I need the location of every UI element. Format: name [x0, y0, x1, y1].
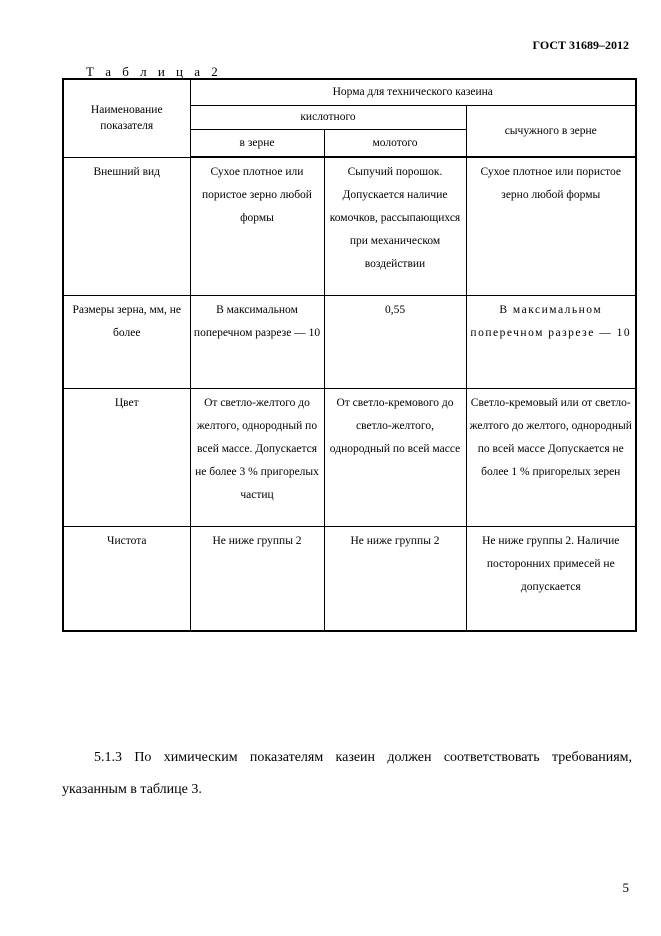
header-grain: в зерне [190, 129, 324, 157]
table-caption: Т а б л и ц а 2 [86, 64, 222, 79]
cell-grain: Сухое плотное или пористое зерно любой формы [190, 157, 324, 295]
header-acid: кислотного [190, 105, 466, 129]
cell-ground: Сыпучий порошок. Допускается наличие комочков, рассыпающихся при механическом воздействии [324, 157, 466, 295]
cell-grain: От светло-желтого до желтого, однородный по всей массе. Допускается не более 3 % пригорелых частиц [190, 388, 324, 526]
body-paragraph: 5.1.3 По химическим показателям казеин должен соответствовать требованиям, указанным в таблице 3. [62, 750, 632, 797]
cell-grain: Не ниже группы 2 [190, 526, 324, 631]
row-name: Размеры зерна, мм, не более [63, 295, 190, 388]
cell-rennet: Не ниже группы 2. Наличие посторонних примесей не допускается [466, 526, 636, 631]
cell-rennet: Сухое плотное или пористое зерно любой формы [466, 157, 636, 295]
document-code: ГОСТ 31689–2012 [532, 38, 629, 52]
cell-ground: От светло-кремового до светло-желтого, однородный по всей массе [324, 388, 466, 526]
specification-table [62, 78, 637, 632]
table-row [63, 157, 636, 295]
cell-ground: Не ниже группы 2 [324, 526, 466, 631]
cell-grain: В максимальном поперечном разрезе — 10 [190, 295, 324, 388]
header-ground: молотого [324, 129, 466, 157]
header-norm: Норма для технического казеина [190, 79, 636, 105]
row-name: Цвет [63, 388, 190, 526]
cell-ground: 0,55 [324, 295, 466, 388]
page-number: 5 [622, 880, 629, 895]
header-indicator: Наименование показателя [63, 79, 190, 157]
table-row [63, 295, 636, 388]
table-row [63, 388, 636, 526]
cell-rennet: Светло-кремовый или от светло-желтого до желтого, однородный по всей массе Допускается не более 1 % пригорелых зерен [466, 388, 636, 526]
table-row [63, 526, 636, 631]
header-rennet: сычужного в зерне [466, 105, 636, 157]
row-name: Чистота [63, 526, 190, 631]
cell-rennet: В максимальном поперечном разрезе — 10 [466, 295, 636, 388]
row-name: Внешний вид [63, 157, 190, 295]
